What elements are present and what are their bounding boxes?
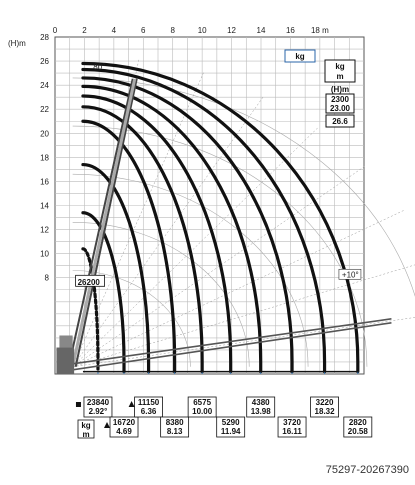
capacity-reach: 2.92° [88, 407, 108, 416]
legend-unit-hm: (H)m [330, 85, 350, 94]
capacity-kg: 4380 [251, 398, 270, 407]
y-tick-label: 18 [40, 153, 49, 163]
capacity-kg: 3720 [283, 418, 301, 427]
crane-base [56, 348, 74, 374]
crane-column [59, 335, 72, 347]
y-tick-label: 8 [44, 273, 49, 283]
y-tick-label: 22 [40, 105, 49, 115]
capacity-labels [76, 397, 372, 439]
capacity-kg: 11150 [137, 398, 160, 407]
capacity-kg: 3220 [315, 398, 334, 407]
bottom-legend-kg: kg [81, 421, 91, 430]
x-tick-label: 4 [111, 26, 117, 35]
x-tick-label: 0 [52, 26, 58, 35]
listing-id: 75297-20267390 [325, 464, 409, 476]
capacity-kg: 6575 [193, 398, 212, 407]
y-tick-label: 26 [40, 57, 49, 67]
legend-unit-kg-small: kg [335, 62, 345, 71]
capacity-kg: 8380 [165, 418, 184, 427]
y-tick-label: 28 [40, 33, 49, 42]
legend-hm-value: 26.6 [332, 117, 348, 126]
capacity-reach: 4.69 [116, 427, 132, 436]
capacity-kg: 23840 [86, 398, 110, 407]
legend-m-value: 23.00 [329, 104, 351, 113]
close-capacity-label: 26200 [77, 277, 100, 287]
y-tick-label: 24 [40, 81, 49, 91]
y-tick-label: 14 [40, 201, 49, 211]
capacity-reach: 6.36 [140, 407, 157, 416]
capacity-kg: 16720 [112, 418, 136, 427]
y-tick-label: 20 [40, 129, 49, 139]
x-tick-label: 12 [227, 26, 237, 35]
x-tick-label: 2 [82, 26, 87, 35]
capacity-reach: 10.00 [192, 407, 213, 416]
capacity-reach: 13.98 [250, 407, 271, 416]
y-axis-unit-label: (H)m [8, 39, 26, 48]
capacity-kg: 2820 [348, 418, 367, 427]
x-tick-label: 6 [141, 26, 146, 35]
triangle-marker [104, 422, 110, 428]
x-tick-label: 8 [170, 26, 175, 35]
y-tick-label: 10 [40, 249, 49, 259]
x-tick-label: 10 [197, 26, 207, 35]
legend-kg-value: 2300 [331, 95, 349, 104]
capacity-reach: 11.94 [220, 427, 241, 436]
capacity-reach: 16.11 [282, 427, 302, 436]
x-tick-label: 18 m [310, 26, 329, 35]
legend-unit-kg: kg [295, 52, 305, 61]
triangle-marker [129, 401, 135, 407]
capacity-reach: 18.32 [314, 407, 335, 416]
x-tick-label: 14 [256, 26, 266, 35]
capacity-kg: 5290 [221, 418, 240, 427]
boom-angle-label-10: +10° [341, 270, 359, 280]
bottom-legend-m: m [82, 430, 90, 439]
y-tick-label: 16 [40, 177, 49, 187]
capacity-reach: 8.13 [166, 427, 183, 436]
capacity-reach: 20.58 [347, 427, 368, 436]
square-marker [76, 402, 81, 407]
y-tick-label: 12 [40, 225, 49, 235]
boom-angle-label-80: 80° [93, 62, 106, 72]
legend-unit-m-small: m [336, 72, 344, 81]
x-tick-label: 16 [285, 26, 295, 35]
